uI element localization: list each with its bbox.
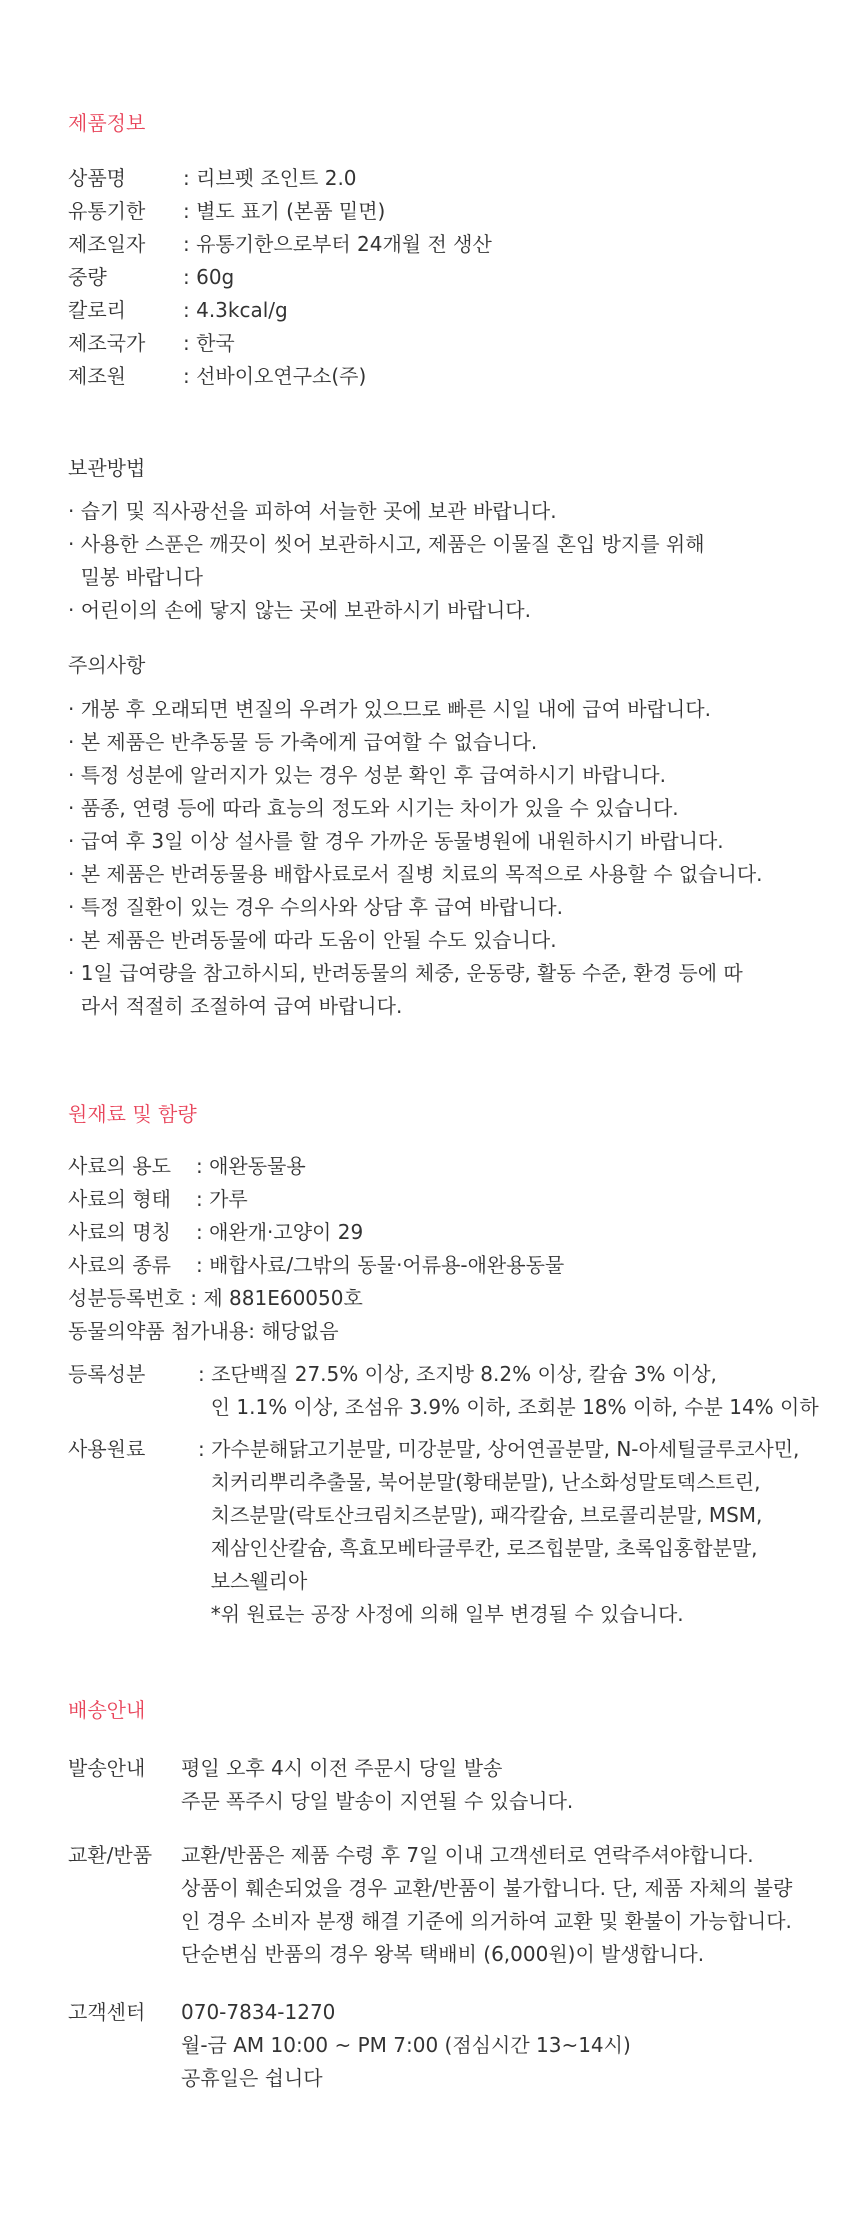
list-item: · 어린이의 손에 닿지 않는 곳에 보관하시기 바랍니다. [68,598,531,622]
list-item: · 특정 성분에 알러지가 있는 경우 성분 확인 후 급여하시기 바랍니다. [68,763,666,787]
product-info-row [68,195,492,228]
ingredients-title: 원재료 및 함량 [68,1102,197,1126]
registered-components [68,1358,819,1424]
customer-center-phone: 070-7834-1270 [181,2000,336,2024]
list-item: · 본 제품은 반려동물용 배합사료로서 질병 치료의 목적으로 사용할 수 없습니다. [68,862,763,886]
customer-center-hours: 월-금 AM 10:00 ~ PM 7:00 (점심시간 13~14시) [181,2033,631,2057]
row-value: : 가루 [196,1187,248,1211]
shipping-dispatch [68,1752,573,1818]
row-label: 상품명 [68,166,126,190]
row-label: 사료의 종류 [68,1253,171,1277]
feed-info-row [68,1249,564,1282]
raw-materials-label: 사용원료 [68,1437,146,1461]
row-value: : 선바이오연구소(주) [183,364,367,388]
row-value: : 리브펫 조인트 2.0 [183,166,357,190]
feed-info-table [68,1150,564,1282]
storage-title: 보관방법 [68,456,146,480]
shipping-line: 평일 오후 4시 이전 주문시 당일 발송 [181,1756,503,1780]
product-info-row [68,261,492,294]
feed-info-row [68,1150,564,1183]
row-value: : 애완개·고양이 29 [196,1220,364,1244]
product-info-row [68,360,492,393]
storage-list [68,495,848,627]
caution-list [68,693,848,1023]
shipping-label: 교환/반품 [68,1843,153,1867]
registration-number: 성분등록번호 : 제 881E60050호 [68,1286,363,1310]
row-value: : 애완동물용 [196,1154,306,1178]
row-label: 사료의 명칭 [68,1220,171,1244]
product-info-row [68,162,492,195]
row-label: 사료의 용도 [68,1154,171,1178]
product-info-row [68,228,492,261]
registered-label: 등록성분 [68,1362,146,1386]
raw-material-line: 치즈분말(락토산크림치즈분말), 패각칼슘, 브로콜리분말, MSM, [198,1503,763,1527]
list-item: · 1일 급여량을 참고하시되, 반려동물의 체중, 운동량, 활동 수준, 환경 등에 따 라서 적절히 조절하여 급여 바랍니다. [68,961,743,1018]
row-label: 제조원 [68,364,126,388]
row-value: : 4.3kcal/g [183,298,288,322]
feed-info-row [68,1183,564,1216]
customer-center-holiday: 공휴일은 쉽니다 [181,2066,323,2090]
row-value: : 60g [183,265,235,289]
shipping-line: 인 경우 소비자 분쟁 해결 기준에 의거하여 교환 및 환불이 가능합니다. [181,1909,792,1933]
feed-info-row [68,1216,564,1249]
shipping-line: 교환/반품은 제품 수령 후 7일 이내 고객센터로 연락주셔야합니다. [181,1843,754,1867]
shipping-customer-center [68,1996,631,2095]
row-label: 제조국가 [68,331,146,355]
row-label: 중량 [68,265,107,289]
raw-material-line: 치커리뿌리추출물, 북어분말(황태분말), 난소화성말토덱스트린, [198,1470,761,1494]
product-info-table [68,162,492,393]
raw-material-line: : 가수분해닭고기분말, 미강분말, 상어연골분말, N-아세틸글루코사민, [198,1437,800,1461]
raw-material-line: 보스웰리아 [198,1569,308,1593]
product-info-row [68,327,492,360]
row-label: 유통기한 [68,199,146,223]
row-value: : 별도 표기 (본품 밑면) [183,199,386,223]
row-value: : 유통기한으로부터 24개월 전 생산 [183,232,492,256]
row-value: : 한국 [183,331,235,355]
row-value: : 배합사료/그밖의 동물·어류용-애완용동물 [196,1253,565,1277]
shipping-line: 주문 폭주시 당일 발송이 지연될 수 있습니다. [181,1789,574,1813]
shipping-exchange [68,1839,792,1971]
list-item: · 본 제품은 반려동물에 따라 도움이 안될 수도 있습니다. [68,928,557,952]
shipping-title: 배송안내 [68,1698,146,1722]
list-item: · 품종, 연령 등에 따라 효능의 정도와 시기는 차이가 있을 수 있습니다. [68,796,679,820]
shipping-label: 고객센터 [68,2000,146,2024]
list-item: · 습기 및 직사광선을 피하여 서늘한 곳에 보관 바랍니다. [68,499,557,523]
list-item: · 개봉 후 오래되면 변질의 우려가 있으므로 빠른 시일 내에 급여 바랍니다. [68,697,711,721]
product-info-title: 제품정보 [68,111,146,135]
shipping-label: 발송안내 [68,1756,146,1780]
raw-material-note: *위 원료는 공장 사정에 의해 일부 변경될 수 있습니다. [198,1602,684,1626]
raw-materials [68,1433,799,1631]
veterinary-additive: 동물의약품 첨가내용: 해당없음 [68,1319,339,1343]
caution-title: 주의사항 [68,653,146,677]
registered-line: : 조단백질 27.5% 이상, 조지방 8.2% 이상, 칼슘 3% 이상, [198,1362,717,1386]
row-label: 칼로리 [68,298,126,322]
list-item: · 사용한 스푼은 깨끗이 씻어 보관하시고, 제품은 이물질 혼입 방지를 위해 밀봉 바랍니다 [68,532,705,589]
row-label: 제조일자 [68,232,146,256]
shipping-line: 단순변심 반품의 경우 왕복 택배비 (6,000원)이 발생합니다. [181,1942,705,1966]
registered-line: 인 1.1% 이상, 조섬유 3.9% 이하, 조회분 18% 이하, 수분 14% 이하 [198,1395,819,1419]
raw-material-line: 제삼인산칼슘, 흑효모베타글루칸, 로즈힙분말, 초록입홍합분말, [198,1536,758,1560]
list-item: · 급여 후 3일 이상 설사를 할 경우 가까운 동물병원에 내원하시기 바랍니다. [68,829,724,853]
row-label: 사료의 형태 [68,1187,171,1211]
shipping-line: 상품이 훼손되었을 경우 교환/반품이 불가합니다. 단, 제품 자체의 불량 [181,1876,793,1900]
product-info-row [68,294,492,327]
list-item: · 본 제품은 반추동물 등 가축에게 급여할 수 없습니다. [68,730,538,754]
list-item: · 특정 질환이 있는 경우 수의사와 상담 후 급여 바랍니다. [68,895,563,919]
